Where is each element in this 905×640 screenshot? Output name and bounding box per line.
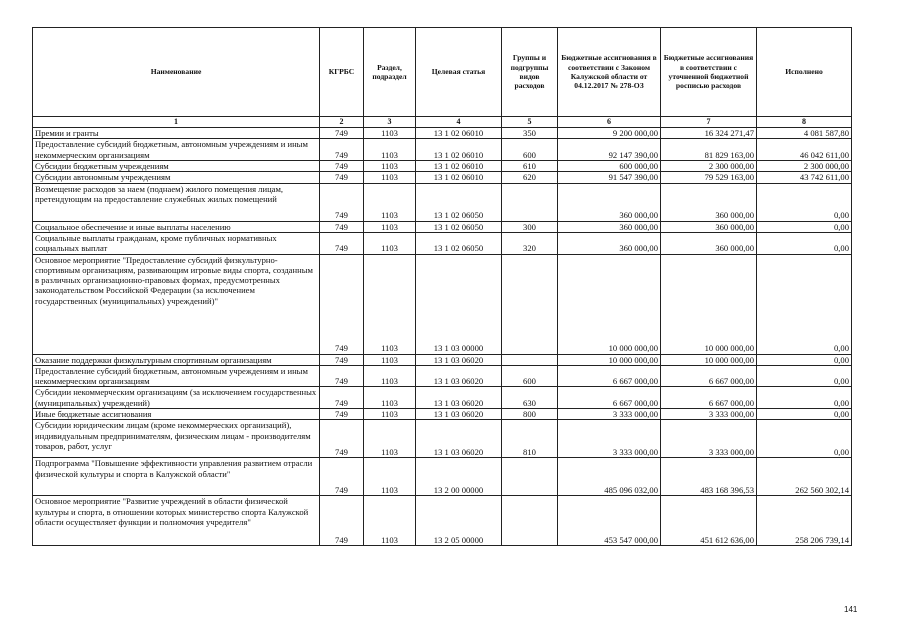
row-target: 13 1 03 00000 <box>416 254 502 354</box>
column-number: 5 <box>502 117 558 128</box>
row-refined-amount: 360 000,00 <box>661 221 757 232</box>
row-refined-amount: 10 000 000,00 <box>661 254 757 354</box>
row-executed-amount: 4 081 587,80 <box>757 128 852 139</box>
header-target: Целевая статья <box>416 28 502 117</box>
page-number: 141 <box>844 605 858 614</box>
row-target: 13 1 03 06020 <box>416 354 502 365</box>
row-expense-type <box>502 254 558 354</box>
row-law-amount: 360 000,00 <box>558 232 661 254</box>
table-row <box>33 172 852 183</box>
row-name: Иные бюджетные ассигнования <box>33 409 320 420</box>
row-section: 1103 <box>364 409 416 420</box>
row-section: 1103 <box>364 139 416 161</box>
row-refined-amount: 360 000,00 <box>661 183 757 221</box>
row-refined-amount: 79 529 163,00 <box>661 172 757 183</box>
row-expense-type: 600 <box>502 365 558 387</box>
row-executed-amount: 0,00 <box>757 420 852 458</box>
table-row <box>33 365 852 387</box>
row-kgrbs: 749 <box>320 160 364 171</box>
table-row <box>33 354 852 365</box>
row-refined-amount: 483 168 396,53 <box>661 458 757 496</box>
header-groups: Группы и подгруппы видов расходов <box>502 28 558 117</box>
column-number-row <box>33 117 852 128</box>
header-refined: Бюджетные ассигнования в соответствии с уточненной бюджетной росписью расходов <box>661 28 757 117</box>
row-refined-amount: 81 829 163,00 <box>661 139 757 161</box>
column-number: 1 <box>33 117 320 128</box>
row-target: 13 2 00 00000 <box>416 458 502 496</box>
row-expense-type: 800 <box>502 409 558 420</box>
row-kgrbs: 749 <box>320 458 364 496</box>
row-kgrbs: 749 <box>320 254 364 354</box>
row-executed-amount: 262 560 302,14 <box>757 458 852 496</box>
row-law-amount: 6 667 000,00 <box>558 365 661 387</box>
row-law-amount: 3 333 000,00 <box>558 409 661 420</box>
row-target: 13 1 03 06020 <box>416 409 502 420</box>
header-name: Наименование <box>33 28 320 117</box>
row-executed-amount: 0,00 <box>757 354 852 365</box>
row-name: Субсидии юридическим лицам (кроме некоммерческих организаций), индивидуальным предпринимателям, физическим лицам - производителям товаров, работ, услуг <box>33 420 320 458</box>
row-refined-amount: 451 612 636,00 <box>661 496 757 546</box>
row-kgrbs: 749 <box>320 409 364 420</box>
row-section: 1103 <box>364 232 416 254</box>
row-refined-amount: 6 667 000,00 <box>661 365 757 387</box>
row-expense-type: 320 <box>502 232 558 254</box>
row-kgrbs: 749 <box>320 139 364 161</box>
row-target: 13 1 02 06010 <box>416 139 502 161</box>
row-law-amount: 360 000,00 <box>558 221 661 232</box>
table-row <box>33 387 852 409</box>
column-number: 3 <box>364 117 416 128</box>
table-row <box>33 221 852 232</box>
row-law-amount: 3 333 000,00 <box>558 420 661 458</box>
row-name: Оказание поддержки физкультурным спортивным организациям <box>33 354 320 365</box>
row-section: 1103 <box>364 354 416 365</box>
table-row <box>33 139 852 161</box>
row-law-amount: 10 000 000,00 <box>558 254 661 354</box>
row-executed-amount: 0,00 <box>757 183 852 221</box>
header-kgrbs: КГРБС <box>320 28 364 117</box>
row-name: Субсидии некоммерческим организациям (за исключением государственных (муниципальных) учреждений) <box>33 387 320 409</box>
row-law-amount: 9 200 000,00 <box>558 128 661 139</box>
row-law-amount: 6 667 000,00 <box>558 387 661 409</box>
row-refined-amount: 6 667 000,00 <box>661 387 757 409</box>
row-executed-amount: 258 206 739,14 <box>757 496 852 546</box>
table-row <box>33 496 852 546</box>
row-kgrbs: 749 <box>320 420 364 458</box>
row-target: 13 1 02 06010 <box>416 128 502 139</box>
row-name: Социальное обеспечение и иные выплаты населению <box>33 221 320 232</box>
table-row <box>33 183 852 221</box>
row-name: Возмещение расходов за наем (поднаем) жилого помещения лицам, претендующим на предоставление служебных жилых помещений <box>33 183 320 221</box>
row-law-amount: 360 000,00 <box>558 183 661 221</box>
row-name: Предоставление субсидий бюджетным, автономным учреждениям и иным некоммерческим организациям <box>33 139 320 161</box>
row-name: Субсидии автономным учреждениям <box>33 172 320 183</box>
row-target: 13 1 03 06020 <box>416 420 502 458</box>
row-name: Предоставление субсидий бюджетным, автономным учреждениям и иным некоммерческим организациям <box>33 365 320 387</box>
table-row <box>33 409 852 420</box>
column-number: 2 <box>320 117 364 128</box>
table-header-row <box>33 28 852 117</box>
row-section: 1103 <box>364 365 416 387</box>
row-refined-amount: 10 000 000,00 <box>661 354 757 365</box>
row-kgrbs: 749 <box>320 172 364 183</box>
row-expense-type <box>502 354 558 365</box>
row-kgrbs: 749 <box>320 221 364 232</box>
row-expense-type <box>502 496 558 546</box>
row-section: 1103 <box>364 254 416 354</box>
row-target: 13 1 02 06010 <box>416 160 502 171</box>
column-number: 7 <box>661 117 757 128</box>
row-section: 1103 <box>364 221 416 232</box>
row-law-amount: 453 547 000,00 <box>558 496 661 546</box>
row-executed-amount: 2 300 000,00 <box>757 160 852 171</box>
row-section: 1103 <box>364 183 416 221</box>
row-executed-amount: 0,00 <box>757 409 852 420</box>
column-number: 8 <box>757 117 852 128</box>
row-executed-amount: 43 742 611,00 <box>757 172 852 183</box>
row-refined-amount: 16 324 271,47 <box>661 128 757 139</box>
row-expense-type: 300 <box>502 221 558 232</box>
row-expense-type <box>502 458 558 496</box>
table-body <box>33 117 852 546</box>
table-row <box>33 160 852 171</box>
row-target: 13 1 02 06050 <box>416 232 502 254</box>
header-section: Раздел, подраздел <box>364 28 416 117</box>
row-executed-amount: 0,00 <box>757 387 852 409</box>
row-section: 1103 <box>364 128 416 139</box>
row-kgrbs: 749 <box>320 387 364 409</box>
row-name: Социальные выплаты гражданам, кроме публичных нормативных социальных выплат <box>33 232 320 254</box>
row-section: 1103 <box>364 458 416 496</box>
row-expense-type: 350 <box>502 128 558 139</box>
table-row <box>33 254 852 354</box>
row-refined-amount: 3 333 000,00 <box>661 409 757 420</box>
row-expense-type: 810 <box>502 420 558 458</box>
row-refined-amount: 2 300 000,00 <box>661 160 757 171</box>
row-executed-amount: 0,00 <box>757 254 852 354</box>
row-executed-amount: 0,00 <box>757 365 852 387</box>
table-row <box>33 232 852 254</box>
budget-table <box>32 27 852 546</box>
row-expense-type: 600 <box>502 139 558 161</box>
row-section: 1103 <box>364 172 416 183</box>
row-target: 13 1 02 06050 <box>416 221 502 232</box>
row-target: 13 1 03 06020 <box>416 387 502 409</box>
row-executed-amount: 0,00 <box>757 232 852 254</box>
row-kgrbs: 749 <box>320 128 364 139</box>
row-kgrbs: 749 <box>320 365 364 387</box>
column-number: 4 <box>416 117 502 128</box>
row-section: 1103 <box>364 387 416 409</box>
row-law-amount: 92 147 390,00 <box>558 139 661 161</box>
row-refined-amount: 3 333 000,00 <box>661 420 757 458</box>
table-row <box>33 458 852 496</box>
row-target: 13 1 02 06010 <box>416 172 502 183</box>
row-name: Подпрограмма "Повышение эффективности управления развитием отрасли физической культуры и спорта в Калужской области" <box>33 458 320 496</box>
row-kgrbs: 749 <box>320 354 364 365</box>
row-expense-type: 620 <box>502 172 558 183</box>
row-expense-type <box>502 183 558 221</box>
column-number: 6 <box>558 117 661 128</box>
row-kgrbs: 749 <box>320 232 364 254</box>
table-row <box>33 128 852 139</box>
row-kgrbs: 749 <box>320 183 364 221</box>
row-law-amount: 91 547 390,00 <box>558 172 661 183</box>
row-law-amount: 10 000 000,00 <box>558 354 661 365</box>
row-section: 1103 <box>364 160 416 171</box>
row-section: 1103 <box>364 496 416 546</box>
row-executed-amount: 46 042 611,00 <box>757 139 852 161</box>
row-expense-type: 630 <box>502 387 558 409</box>
row-name: Основное мероприятие "Развитие учреждений в области физической культуры и спорта, в отношении которых министерство спорта Калужской области осуществляет функции и полномочия учредителя" <box>33 496 320 546</box>
row-refined-amount: 360 000,00 <box>661 232 757 254</box>
table-row <box>33 420 852 458</box>
row-kgrbs: 749 <box>320 496 364 546</box>
header-executed: Исполнено <box>757 28 852 117</box>
row-name: Основное мероприятие "Предоставление субсидий физкультурно-спортивным организациям, развивающим игровые виды спорта, созданным в различных организационно-правовых формах, предусмотренных законодательством Российской Федерации (за исключением государственных (муниципальных) учреждений)" <box>33 254 320 354</box>
row-target: 13 2 05 00000 <box>416 496 502 546</box>
row-law-amount: 600 000,00 <box>558 160 661 171</box>
row-executed-amount: 0,00 <box>757 221 852 232</box>
header-law: Бюджетные ассигнования в соответствии с Законом Калужской области от 04.12.2017 № 278-ОЗ <box>558 28 661 117</box>
row-section: 1103 <box>364 420 416 458</box>
row-target: 13 1 03 06020 <box>416 365 502 387</box>
row-name: Субсидии бюджетным учреждениям <box>33 160 320 171</box>
row-target: 13 1 02 06050 <box>416 183 502 221</box>
row-expense-type: 610 <box>502 160 558 171</box>
row-name: Премии и гранты <box>33 128 320 139</box>
row-law-amount: 485 096 032,00 <box>558 458 661 496</box>
